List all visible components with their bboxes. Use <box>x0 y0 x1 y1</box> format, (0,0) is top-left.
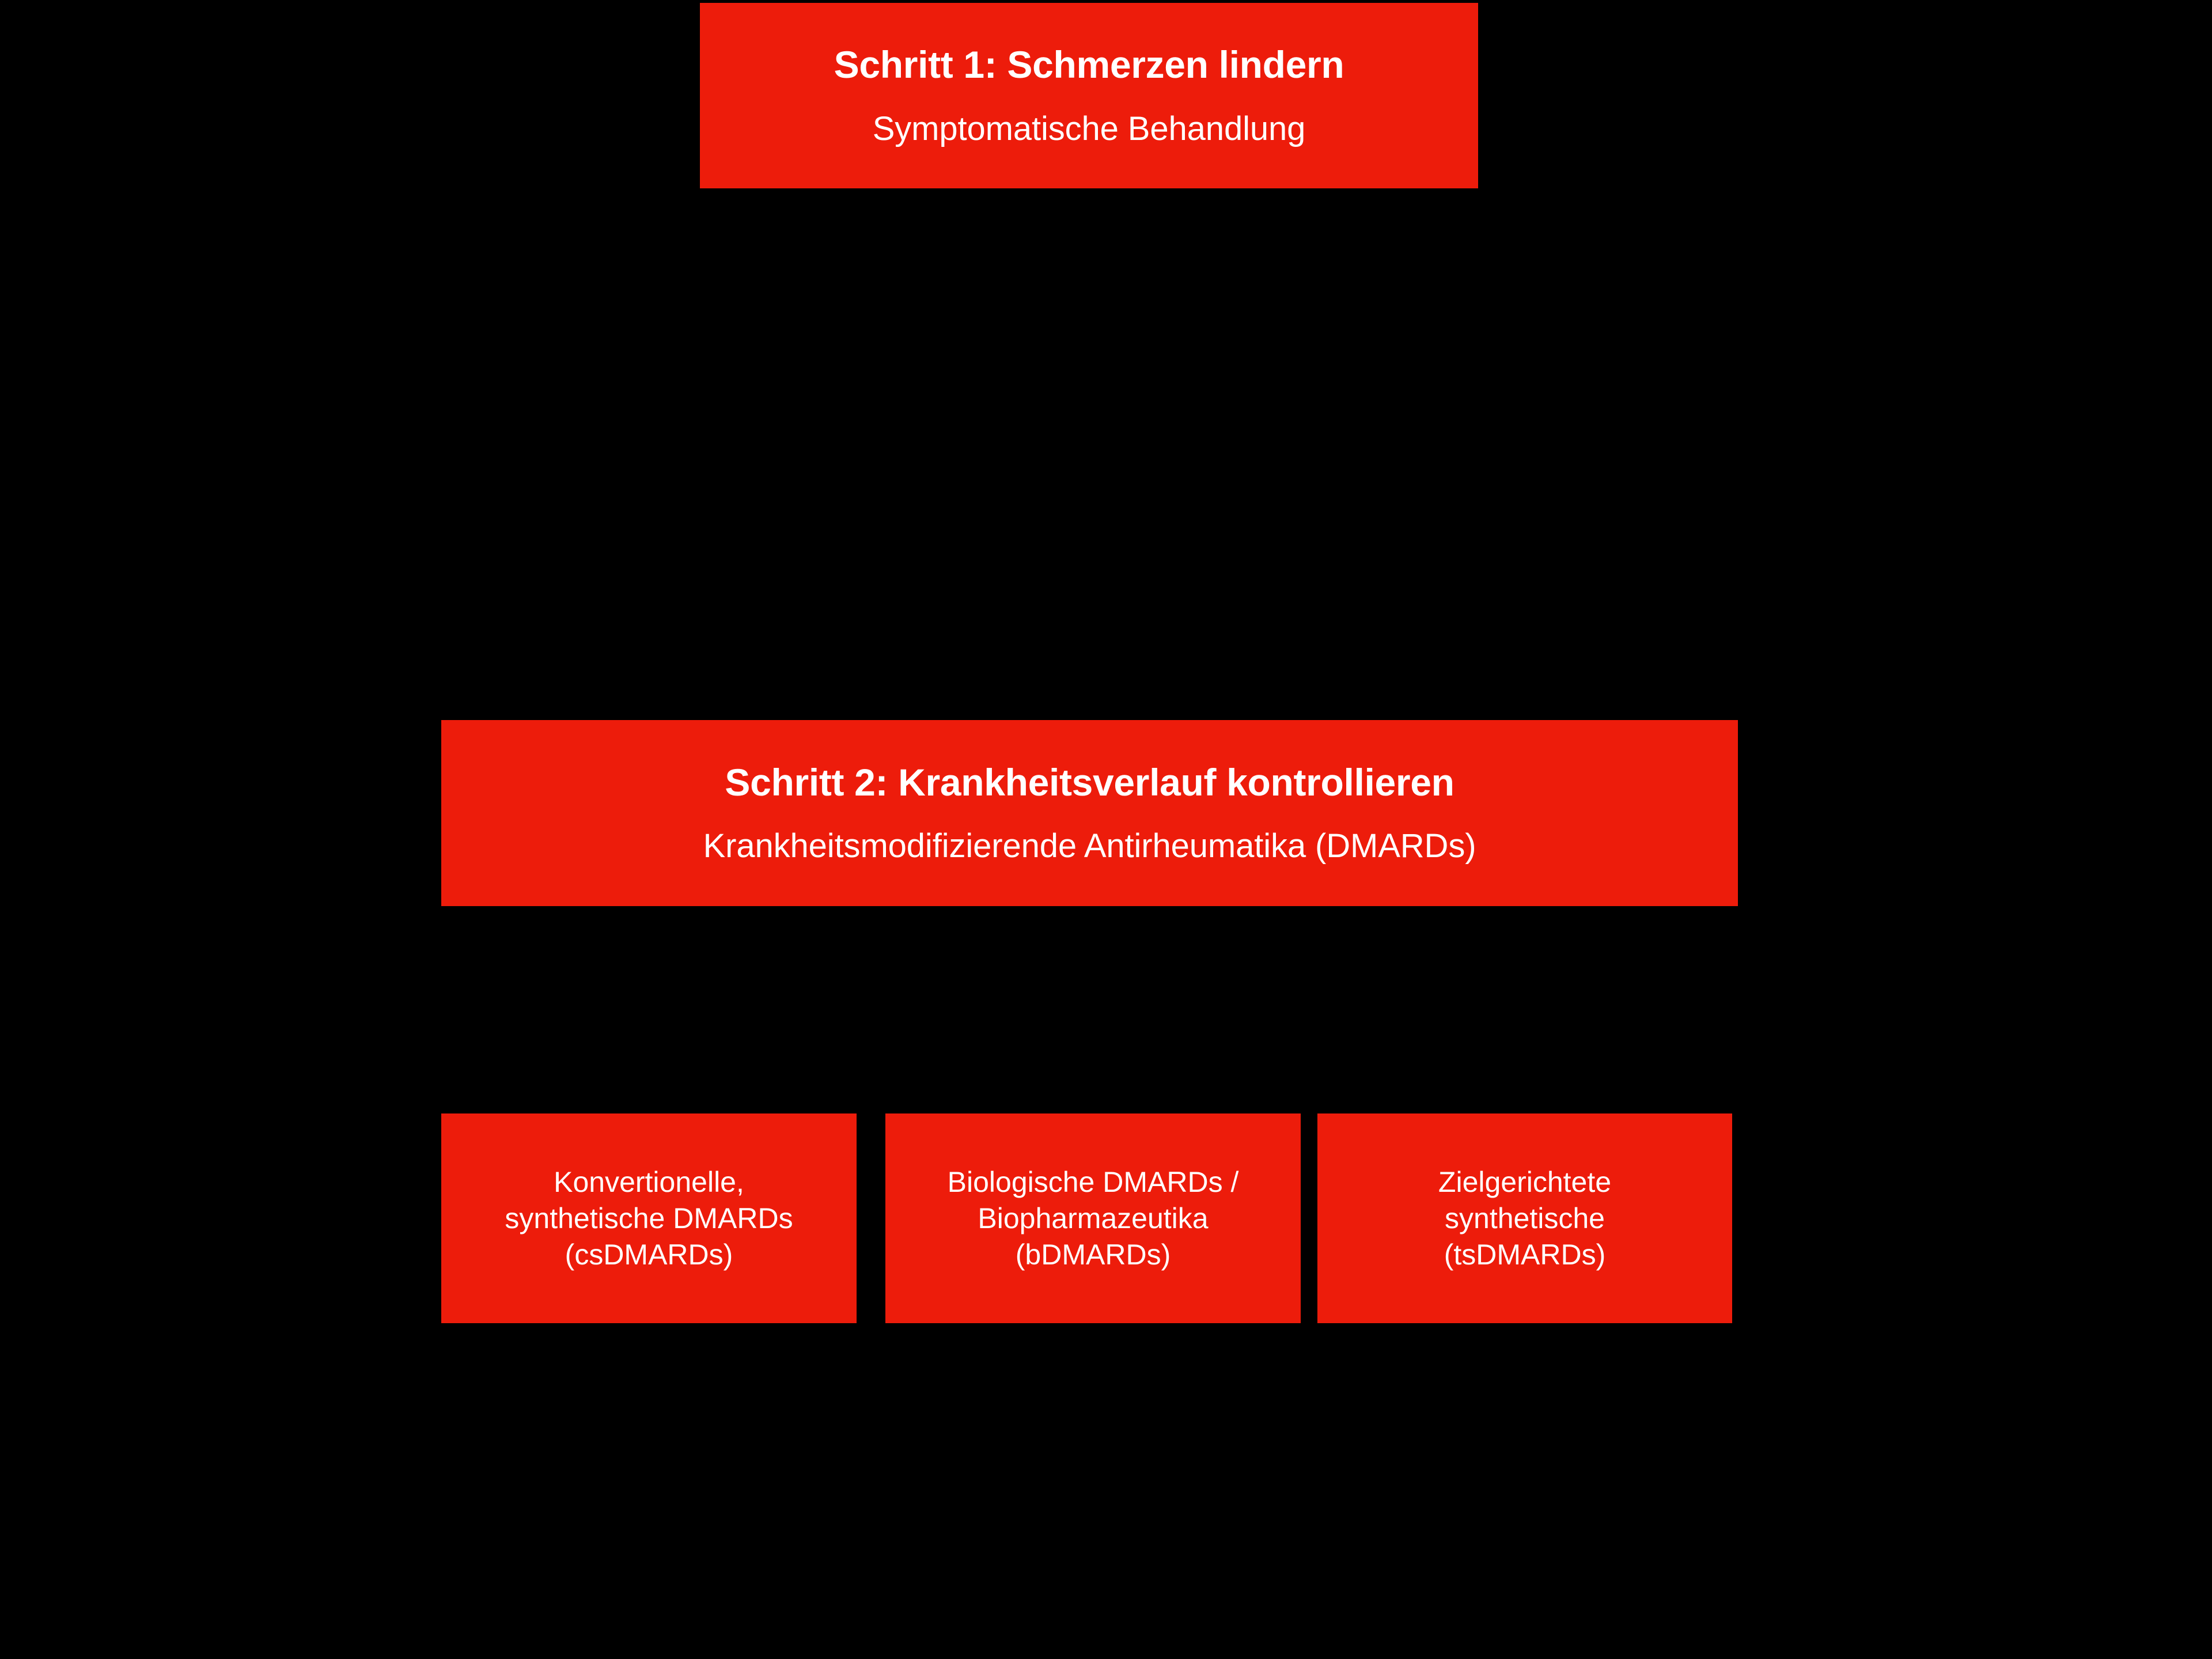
category-tsdmards-line-2: synthetische <box>1445 1202 1605 1234</box>
category-tsdmards-line-1: Zielgerichtete <box>1438 1165 1612 1198</box>
category-csdmards-line-2: synthetische DMARDs <box>505 1202 793 1234</box>
category-box-tsdmards[interactable] <box>1317 1113 1732 1323</box>
step-1-subtitle: Symptomatische Behandlung <box>872 109 1306 147</box>
step-1-title: Schritt 1: Schmerzen lindern <box>834 43 1344 86</box>
step-2-box[interactable] <box>441 720 1738 906</box>
category-csdmards-line-3: (csDMARDs) <box>565 1238 733 1271</box>
category-bdmards-line-1: Biologische DMARDs / <box>947 1165 1239 1198</box>
step-2-title: Schritt 2: Krankheitsverlauf kontrollieren <box>725 760 1455 804</box>
category-box-bdmards[interactable] <box>885 1113 1301 1323</box>
category-bdmards-line-2: Biopharmazeutika <box>978 1202 1209 1234</box>
category-bdmards-line-3: (bDMARDs) <box>1015 1238 1171 1271</box>
category-tsdmards-line-3: (tsDMARDs) <box>1444 1238 1606 1271</box>
step-1-box[interactable] <box>700 3 1478 188</box>
category-box-csdmards[interactable] <box>441 1113 857 1323</box>
step-2-subtitle: Krankheitsmodifizierende Antirheumatika (DMARDs) <box>703 827 1476 865</box>
category-csdmards-line-1: Konvertionelle, <box>554 1165 744 1198</box>
